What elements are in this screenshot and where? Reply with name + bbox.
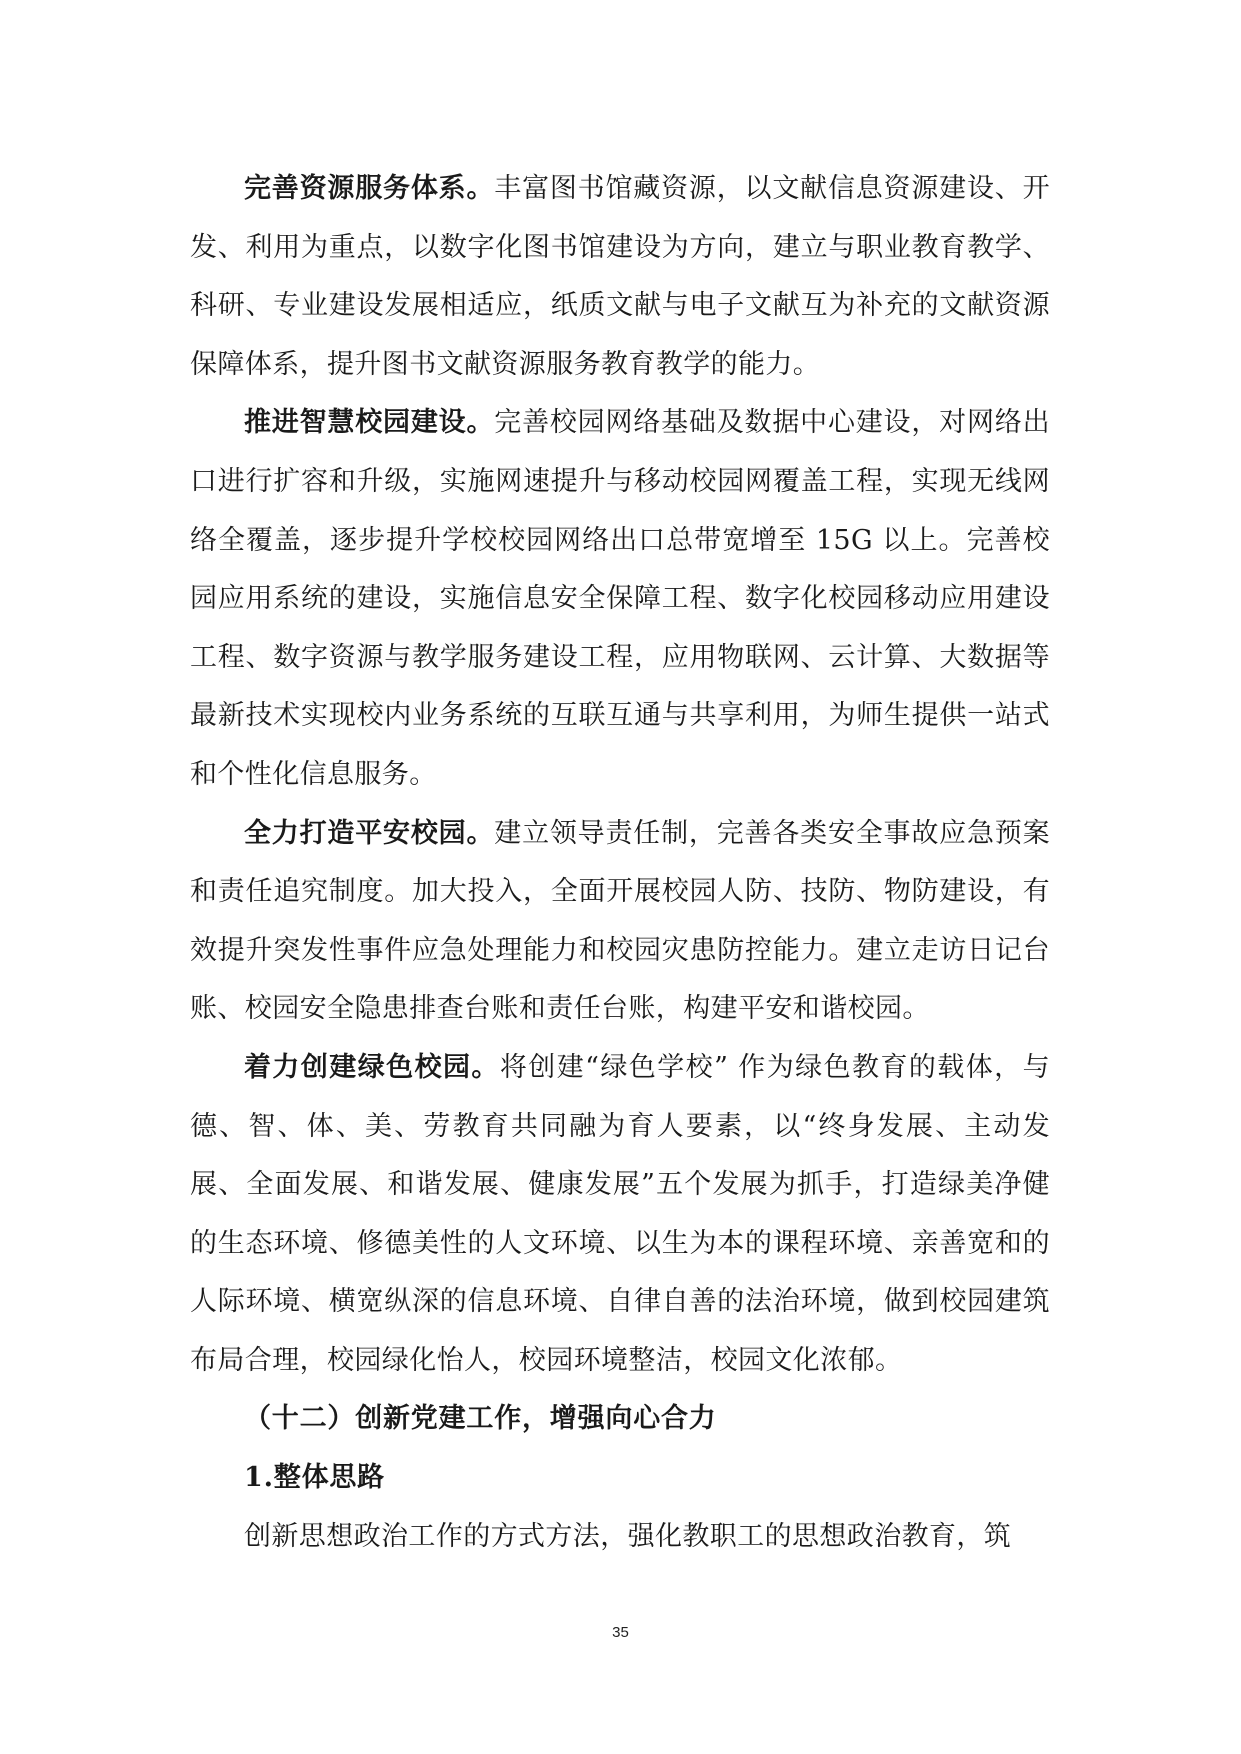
page-number: 35 <box>612 1624 629 1641</box>
section-heading: （十二）创新党建工作，增强向心合力 <box>244 1403 717 1435</box>
document-body <box>190 160 1050 1566</box>
paragraph-text: 丰富图书馆藏资源，以文献信息资源建设、开发、利用为重点，以数字化图书馆建设为方向，建立与职业教育教学、科研、专业建设发展相适应，纸质文献与电子文献互为补充的文献资源保障体系，提升图书文献资源服务教育教学的能力。 <box>190 173 1050 380</box>
paragraph-lead: 完善资源服务体系。 <box>244 173 495 204</box>
paragraph-text: 建立领导责任制，完善各类安全事故应急预案和责任追究制度。加大投入，全面开展校园人防、技防、物防建设，有效提升突发性事件应急处理能力和校园灾患防控能力。建立走访日记台账、校园安全隐患排查台账和责任台账，构建平安和谐校园。 <box>190 817 1050 1025</box>
paragraph-lead: 全力打造平安校园。 <box>244 817 495 849</box>
paragraph-smart-campus <box>190 394 1050 804</box>
paragraph-resource-service <box>190 160 1050 394</box>
paragraph-green-campus <box>190 1039 1050 1391</box>
paragraph-text: 将创建“绿色学校” 作为绿色教育的载体，与德、智、体、美、劳教育共同融为育人要素，以“终身发展、主动发展、全面发展、和谐发展、健康发展”五个发展为抓手，打造绿美净健的生态环境、修德美性的人文环境、以生为本的课程环境、亲善宽和的人际环境、横宽纵深的信息环境、自律自善的法治环境，做到校园建筑布局合理，校园绿化怡人，校园环境整洁，校园文化浓郁。 <box>190 1051 1050 1376</box>
paragraph-lead: 着力创建绿色校园。 <box>244 1051 500 1083</box>
subheading: 1.整体思路 <box>244 1462 385 1494</box>
paragraph-lead: 推进智慧校园建设。 <box>244 407 495 439</box>
paragraph-final: 创新思想政治工作的方式方法，强化教职工的思想政治教育，筑 <box>244 1520 1012 1552</box>
paragraph-safe-campus <box>190 805 1050 1039</box>
paragraph-text: 完善校园网络基础及数据中心建设，对网络出口进行扩容和升级，实施网速提升与移动校园网覆盖工程，实现无线网络全覆盖，逐步提升学校校园网络出口总带宽增至 15G 以上。完善校园应用系统的建设，实施信息安全保障工程、数字化校园移动应用建设工程、数字资源与教学服务建设工程，应用物联网、云计算、大数据等最新技术实现校内业务系统的互联互通与共享利用，为师生提供一站式和个性化信息服务。 <box>190 407 1050 790</box>
